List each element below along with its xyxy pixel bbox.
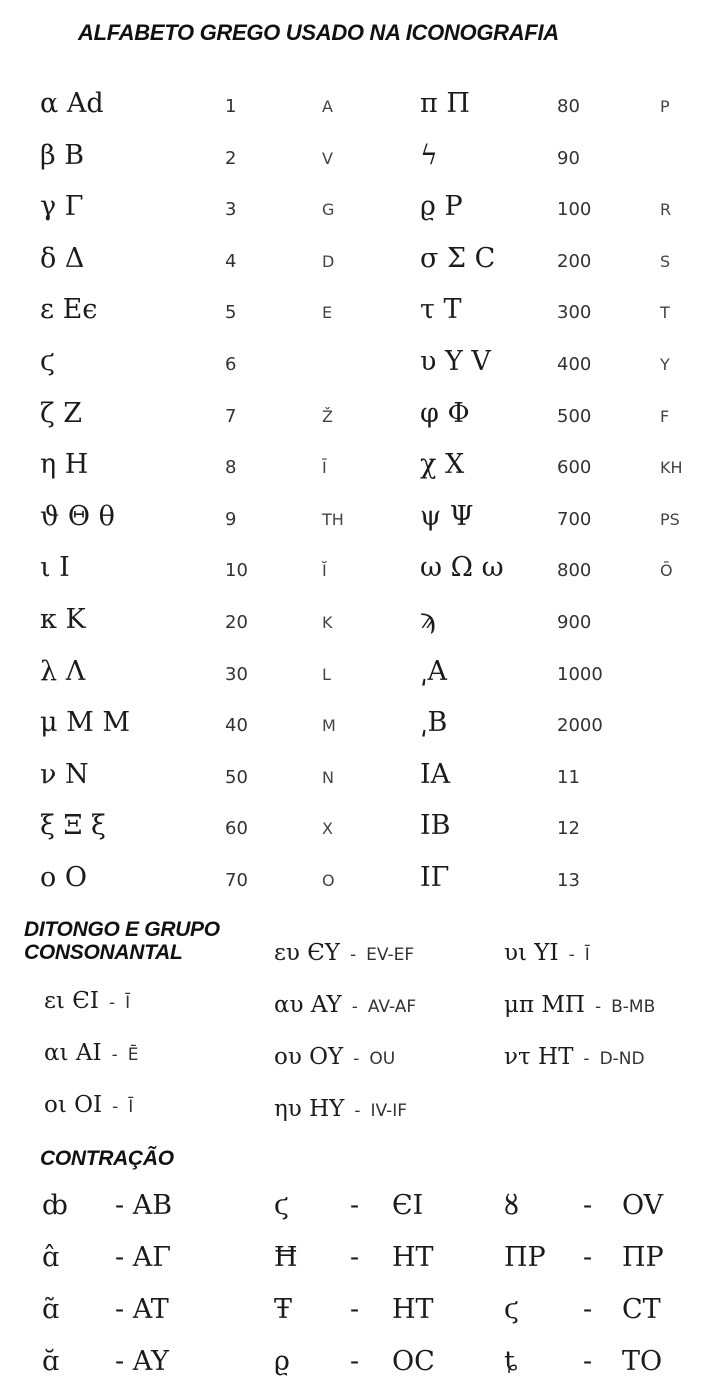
diphthong-transliteration: B-MB [611,997,656,1017]
letter-glyph: δ Δ [40,242,85,274]
diphthong-glyph: αυ AY [274,992,342,1018]
contraction-cell: Ħ [274,1242,298,1273]
numeral-value: 20 [225,611,248,633]
diphthong-item [274,940,416,992]
letter-glyph: ξ Ξ ξ [40,810,106,842]
numeral-value: 400 [557,353,592,375]
alphabet-row [0,286,720,338]
numeral-value: 600 [557,457,592,479]
diphthong-heading: DITONGO E GRUPO CONSONANTAL [24,918,220,964]
contraction-cell: ȣ [504,1190,519,1221]
contraction-cell: HT [392,1294,434,1325]
dash: - [568,945,575,965]
alphabet-row [0,235,720,287]
dash: - [353,1049,360,1069]
dash: - [354,1101,361,1121]
diphthong-glyph: ευ ЄY [274,940,340,966]
numeral-value: 40 [225,715,248,737]
alphabet-row [0,854,720,906]
contraction-cell: - [350,1294,360,1325]
letter-glyph: ω Ω ω [420,552,504,584]
diphthong-column-3 [504,940,655,1096]
diphthong-item [44,988,138,1040]
transliteration: O [322,870,335,890]
transliteration: F [660,406,670,426]
transliteration: KH [660,458,683,478]
diphthong-transliteration: Ī [125,993,131,1013]
alphabet-row [0,751,720,803]
contraction-cell: ϛ [274,1190,290,1221]
contraction-cell: - [583,1242,593,1273]
numeral-value: 300 [557,302,592,324]
numeral-value: 50 [225,766,248,788]
diphthong-glyph: ου OY [274,1044,344,1070]
numeral-value: 4 [225,250,237,272]
diphthong-transliteration: AV-AF [367,997,417,1017]
numeral-value: 12 [557,818,580,840]
diphthong-table [0,940,720,1140]
contraction-cell: - [350,1190,360,1221]
diphthong-item [44,1040,138,1092]
numeral-value: 80 [557,96,580,117]
transliteration: A [322,97,333,116]
letter-glyph: α Ad [40,88,104,119]
alphabet-row [0,699,720,751]
diphthong-transliteration: Ē [127,1045,139,1065]
transliteration: PS [660,509,680,529]
numeral-value: 200 [557,250,592,272]
letter-glyph: υ Y V [420,345,491,377]
contraction-cell: - [583,1346,593,1377]
transliteration: Ž [322,406,333,426]
diphthong-transliteration: EV-EF [366,945,415,965]
numeral-value: 90 [557,147,580,169]
letter-glyph: IA [420,758,451,790]
letter-glyph: ψ Ψ [420,500,474,532]
dash: - [350,945,357,965]
diphthong-glyph: ντ HT [504,1044,574,1070]
transliteration: N [322,767,334,787]
diphthong-transliteration: IV-IF [370,1101,408,1121]
contraction-cell: OC [392,1346,435,1377]
numeral-value: 3 [225,199,237,221]
letter-glyph: ͵A [420,655,448,687]
transliteration: Y [660,354,670,374]
numeral-value: 800 [557,560,592,582]
transliteration: R [660,200,672,220]
diphthong-item [274,1096,416,1148]
numeral-value: 60 [225,818,248,840]
contraction-row [0,1294,720,1346]
contraction-cell: - [583,1190,593,1221]
letter-glyph: λ Λ [40,655,86,687]
dash: - [351,997,358,1017]
dash: - [108,993,116,1013]
diphthong-transliteration: D-ND [599,1049,645,1069]
diphthong-item [274,992,416,1044]
numeral-value: 7 [225,405,237,427]
letter-glyph: ϟ [420,139,438,171]
letter-glyph: π Π [420,88,470,119]
transliteration: L [322,664,331,684]
alphabet-row [0,441,720,493]
alphabet-row [0,132,720,184]
diphthong-glyph: ηυ HY [274,1096,345,1122]
transliteration: G [322,200,335,220]
contraction-cell: ϛ [504,1294,520,1325]
page-title: ALFABETO GREGO USADO NA ICONOGRAFIA [78,20,559,45]
diphthong-transliteration: Ī [128,1097,134,1117]
transliteration: S [660,251,671,271]
contraction-heading: CONTRAÇÃO [40,1147,174,1170]
dash: - [594,997,602,1017]
letter-glyph: ι I [40,552,70,584]
alphabet-row [0,648,720,700]
contraction-cell: - AΓ [115,1242,171,1273]
numeral-value: 13 [557,869,580,891]
contraction-cell: - [583,1294,593,1325]
alphabet-row [0,802,720,854]
letter-glyph: ε Eϵ [40,294,98,326]
alphabet-row [0,544,720,596]
contraction-cell: HT [392,1242,434,1273]
alphabet-table [0,80,720,906]
diphthong-item [504,1044,655,1096]
letter-glyph: χ X [420,449,465,481]
letter-glyph: μ M M [40,707,131,739]
transliteration: X [322,819,333,839]
letter-glyph: φ Φ [420,397,470,429]
alphabet-row [0,183,720,235]
contraction-cell: ɑ̃ [42,1294,60,1325]
contraction-cell: ΠP [504,1242,546,1273]
contraction-cell: ȶ [504,1346,518,1377]
numeral-value: 6 [225,353,237,375]
contraction-row [0,1346,720,1398]
alphabet-row [0,80,720,132]
diphthong-item [44,1092,138,1144]
letter-glyph: τ T [420,294,462,326]
contraction-table [0,1190,720,1398]
numeral-value: 11 [557,766,580,788]
letter-glyph: γ Γ [40,191,84,223]
letter-glyph: ϑ Θ θ [40,500,115,532]
numeral-value: 9 [225,508,237,530]
contraction-cell: Ŧ [274,1294,293,1325]
alphabet-row [0,596,720,648]
diphthong-item [504,940,655,992]
contraction-cell: - [350,1346,360,1377]
numeral-value: 5 [225,302,237,324]
contraction-cell: ɑ̂ [42,1242,60,1273]
contraction-cell: OV [622,1190,664,1221]
letter-glyph: ͵B [420,707,448,739]
contraction-row [0,1190,720,1242]
contraction-cell: - AT [115,1294,169,1325]
diphthong-item [504,992,655,1044]
alphabet-row [0,390,720,442]
diphthong-item [274,1044,416,1096]
letter-glyph: ο O [40,861,87,893]
numeral-value: 70 [225,869,248,891]
contraction-cell: - [350,1242,360,1273]
diphthong-column-1 [44,988,138,1144]
letter-glyph: η H [40,449,89,481]
dash: - [112,1097,119,1117]
alphabet-row [0,338,720,390]
transliteration: M [322,716,336,736]
numeral-value: 900 [557,611,592,633]
numeral-value: 10 [225,560,248,582]
contraction-cell: ɑ̆ [42,1346,60,1377]
contraction-cell: TO [622,1346,663,1377]
numeral-value: 700 [557,508,592,530]
contraction-cell: ЄI [392,1190,424,1221]
letter-glyph: ϱ P [420,191,463,223]
contraction-cell: ΠP [622,1242,664,1273]
diphthong-transliteration: OU [369,1049,396,1069]
diphthong-glyph: αι AI [44,1040,102,1066]
contraction-cell: ȸ [42,1190,68,1221]
dash: - [583,1049,590,1069]
letter-glyph: σ Σ C [420,242,496,274]
transliteration: TH [322,509,344,529]
numeral-value: 1000 [557,663,603,685]
numeral-value: 2 [225,147,237,169]
letter-glyph: IΓ [420,861,450,893]
numeral-value: 100 [557,199,592,221]
transliteration: V [322,148,333,168]
alphabet-row [0,493,720,545]
diphthong-glyph: υι YI [504,940,559,966]
contraction-cell: - AY [115,1346,169,1377]
letter-glyph: IB [420,810,451,842]
letter-glyph: ϛ [40,345,56,377]
contraction-cell: ϱ [274,1346,290,1377]
transliteration: P [660,97,670,116]
letter-glyph: ν N [40,758,89,790]
letter-glyph: ζ Z [40,397,82,429]
diphthong-glyph: μπ MΠ [504,992,585,1018]
transliteration: T [660,303,670,323]
diphthong-glyph: οι OI [44,1092,103,1118]
numeral-value: 8 [225,457,237,479]
contraction-cell: - AB [115,1190,173,1221]
transliteration: Ī [322,458,327,478]
transliteration: Ō [660,561,673,581]
numeral-value: 2000 [557,715,603,737]
numeral-value: 30 [225,663,248,685]
letter-glyph: β B [40,139,85,171]
transliteration: Ĭ [322,561,327,581]
contraction-cell: CT [622,1294,661,1325]
dash: - [111,1045,118,1065]
diphthong-glyph: ει ЄI [44,988,99,1014]
numeral-value: 1 [225,96,237,117]
numeral-value: 500 [557,405,592,427]
transliteration: K [322,612,333,632]
letter-glyph: ϡ [420,603,436,635]
letter-glyph: κ K [40,603,86,635]
contraction-row [0,1242,720,1294]
diphthong-column-2 [274,940,416,1148]
transliteration: E [322,303,333,323]
transliteration: D [322,251,335,271]
diphthong-transliteration: Ī [584,945,590,965]
